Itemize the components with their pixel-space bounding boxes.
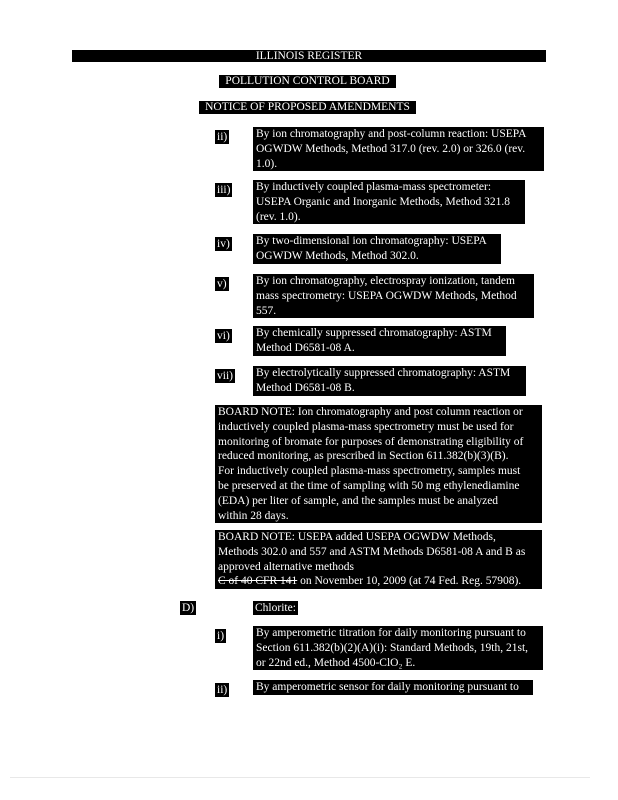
item-text: By chemically suppressed chromatography: ASTM Method D6581-08 A.: [253, 326, 506, 356]
item-number: vi): [217, 330, 230, 342]
item-text: By two-dimensional ion chromatography: USEPA OGWDW Methods, Method 302.0.: [253, 234, 501, 264]
board-title: POLLUTION CONTROL BOARD: [219, 75, 396, 88]
item-text: By amperometric sensor for daily monitoring pursuant to: [253, 680, 533, 695]
notice-title: NOTICE OF PROPOSED AMENDMENTS: [199, 101, 416, 114]
register-title: ILLINOIS REGISTER: [72, 50, 546, 62]
item-number: vii): [217, 370, 233, 382]
item-number: iv): [217, 238, 230, 250]
item-number: ii): [217, 684, 228, 696]
item-text: By amperometric titration for daily monitoring pursuant to Section 611.382(b)(2)(A)(i): Standard Methods, 19th, 21st, or 22nd ed., Method 4500-ClO₂ E.: [253, 626, 543, 670]
item-text: By ion chromatography, electrospray ionization, tandem mass spectrometry: USEPA OGWDW Methods, Method 557.: [253, 274, 534, 318]
board-note: BOARD NOTE: Ion chromatography and post column reaction or inductively coupled plasma-mass spectrometry must be used for monitoring of bromate for purposes of demonstrating eligibility of reduced monitoring, as prescribed in Section 611.382(b)(3)(B). For inductively coupled plasma-mass spectrometry, samples must be preserved at the time of sampling with 50 mg ethylenediamine (EDA) per liter of sample, and the samples must be analyzed within 28 days.: [215, 405, 542, 523]
item-text: By electrolytically suppressed chromatography: ASTM Method D6581-08 B.: [253, 366, 526, 396]
item-number: i): [217, 630, 225, 642]
item-number: ii): [217, 131, 228, 143]
section-title: Chlorite:: [255, 602, 296, 614]
item-number: iii): [217, 184, 231, 196]
page-divider: [10, 777, 590, 778]
board-note-amendment: BOARD NOTE: USEPA added USEPA OGWDW Methods, Methods 302.0 and 557 and ASTM Methods D6581-08 A and B as approved alternative methods C of 40 CFR 141 on November 10, 2009 (at 74 Fed. Reg. 57908).: [215, 530, 542, 589]
item-text: By ion chromatography and post-column reaction: USEPA OGWDW Methods, Method 317.0 (rev. 2.0) or 326.0 (rev. 1.0).: [253, 127, 544, 171]
section-number: D): [182, 602, 195, 614]
item-number: v): [217, 278, 227, 290]
item-text: By inductively coupled plasma-mass spectrometer: USEPA Organic and Inorganic Methods, Method 321.8 (rev. 1.0).: [253, 180, 525, 224]
